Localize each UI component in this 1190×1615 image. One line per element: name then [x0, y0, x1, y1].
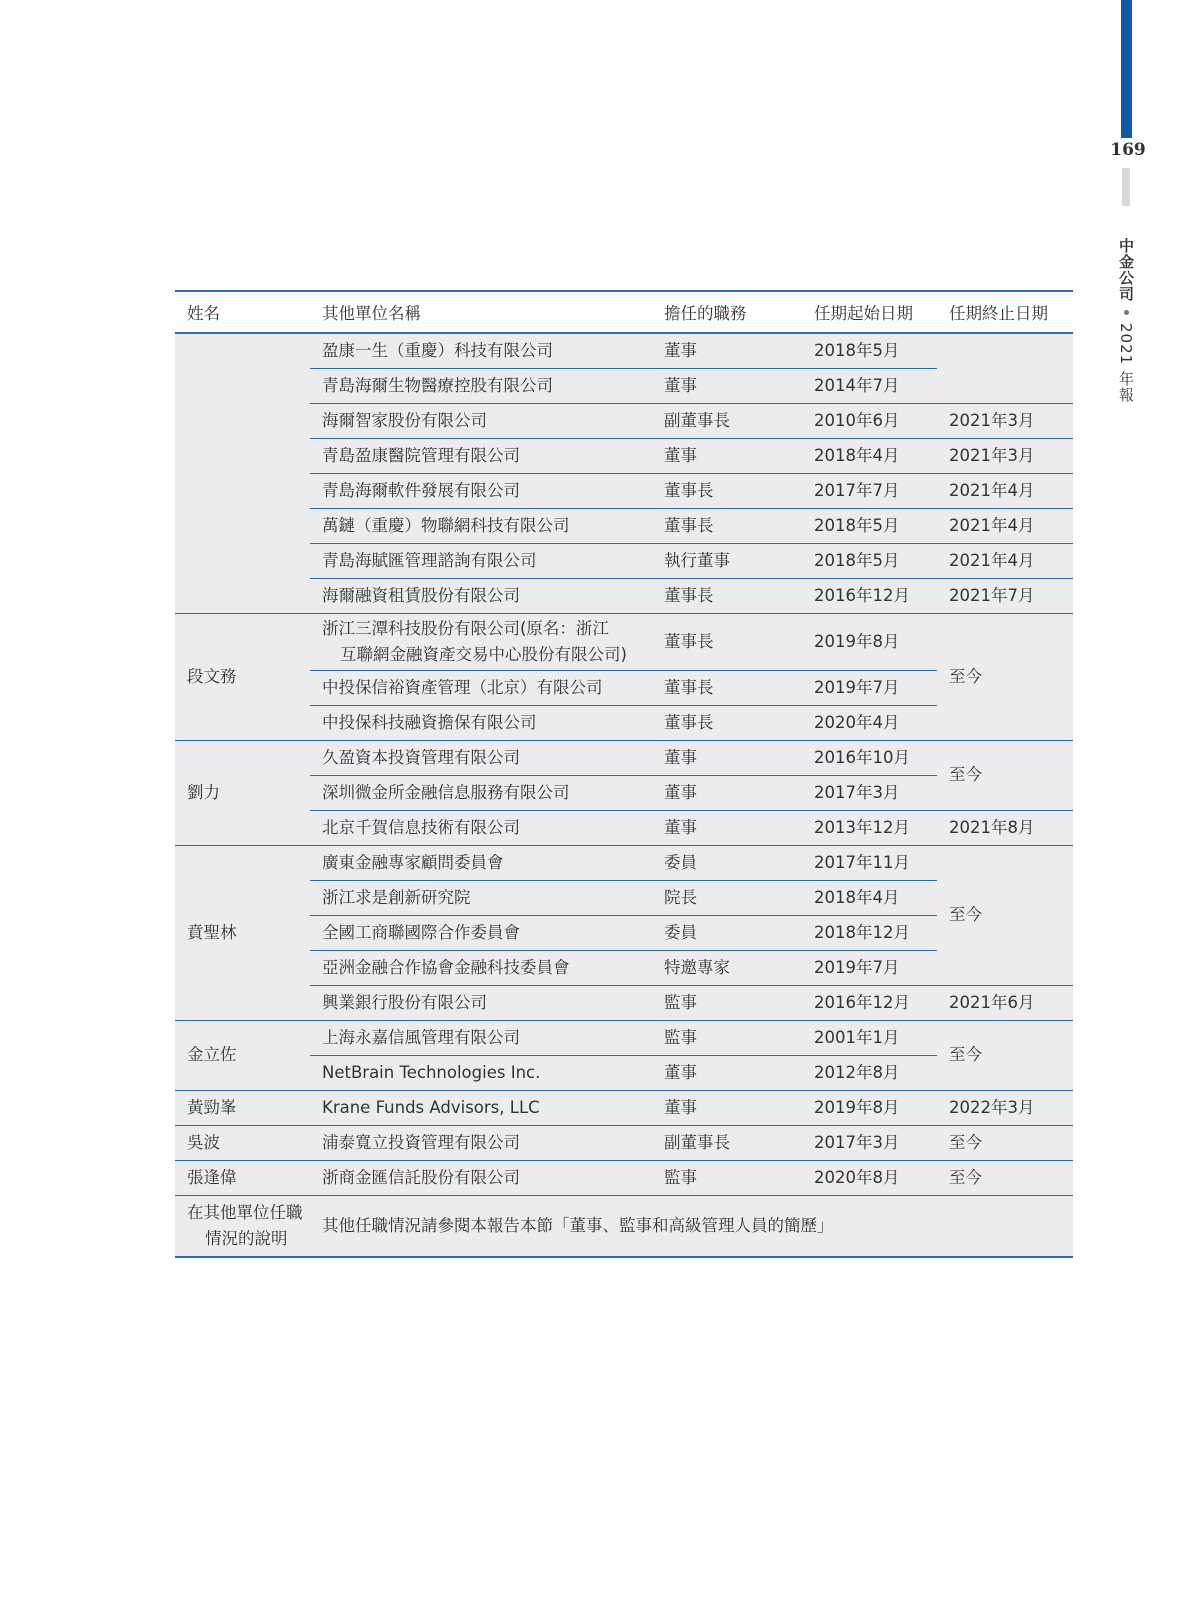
start-cell: 2017年3月 — [802, 776, 937, 811]
start-cell: 2018年4月 — [802, 439, 937, 474]
table-row — [175, 846, 1073, 881]
description-label-line-1: 在其他單位任職 — [187, 1202, 303, 1222]
org-cell: 青島海爾軟件發展有限公司 — [310, 474, 652, 509]
role-cell: 董事 — [652, 439, 802, 474]
org-cell: 北京千賀信息技術有限公司 — [310, 811, 652, 846]
org-cell: 深圳微金所金融信息服務有限公司 — [310, 776, 652, 811]
role-cell: 董事 — [652, 333, 802, 369]
start-cell: 2018年5月 — [802, 333, 937, 369]
bullet-icon — [1124, 310, 1129, 315]
start-cell: 2017年7月 — [802, 474, 937, 509]
col-header-start: 任期起始日期 — [802, 291, 937, 333]
name-cell: 黃勁峯 — [175, 1091, 310, 1126]
col-header-role: 擔任的職務 — [652, 291, 802, 333]
table-row — [175, 544, 1073, 579]
role-cell: 特邀專家 — [652, 951, 802, 986]
running-header — [1116, 238, 1137, 403]
start-cell: 2001年1月 — [802, 1021, 937, 1056]
org-cell: 青島海賦匯管理諮詢有限公司 — [310, 544, 652, 579]
role-cell: 院長 — [652, 881, 802, 916]
end-cell: 至今 — [937, 614, 1073, 741]
role-cell: 董事長 — [652, 706, 802, 741]
org-cell: 全國工商聯國際合作委員會 — [310, 916, 652, 951]
table-row — [175, 404, 1073, 439]
role-cell: 監事 — [652, 1161, 802, 1196]
col-header-end: 任期終止日期 — [937, 291, 1073, 333]
table-row — [175, 579, 1073, 614]
role-cell: 監事 — [652, 1021, 802, 1056]
role-cell: 董事長 — [652, 614, 802, 671]
end-cell: 至今 — [937, 741, 1073, 811]
start-cell: 2016年12月 — [802, 986, 937, 1021]
org-cell: 中投保科技融資擔保有限公司 — [310, 706, 652, 741]
end-cell — [937, 333, 1073, 404]
name-cell: 張逢偉 — [175, 1161, 310, 1196]
role-cell: 董事長 — [652, 509, 802, 544]
table-row — [175, 614, 1073, 671]
description-row — [175, 1196, 1073, 1258]
role-cell: 委員 — [652, 916, 802, 951]
org-cell: 海爾智家股份有限公司 — [310, 404, 652, 439]
name-cell: 吳波 — [175, 1126, 310, 1161]
end-cell: 2021年4月 — [937, 474, 1073, 509]
org-cell: 浦泰寬立投資管理有限公司 — [310, 1126, 652, 1161]
org-cell: 海爾融資租賃股份有限公司 — [310, 579, 652, 614]
start-cell: 2016年10月 — [802, 741, 937, 776]
role-cell: 監事 — [652, 986, 802, 1021]
table-row — [175, 1091, 1073, 1126]
table-row — [175, 741, 1073, 776]
start-cell: 2013年12月 — [802, 811, 937, 846]
end-cell: 2021年7月 — [937, 579, 1073, 614]
table-row — [175, 986, 1073, 1021]
role-cell: 董事 — [652, 1091, 802, 1126]
start-cell: 2012年8月 — [802, 1056, 937, 1091]
table-row — [175, 333, 1073, 369]
org-cell: 青島海爾生物醫療控股有限公司 — [310, 369, 652, 404]
table-row — [175, 1126, 1073, 1161]
table-row — [175, 811, 1073, 846]
table-header-row — [175, 291, 1073, 333]
start-cell: 2019年8月 — [802, 614, 937, 671]
role-cell: 董事 — [652, 776, 802, 811]
org-cell: 浙江求是創新研究院 — [310, 881, 652, 916]
org-cell: NetBrain Technologies Inc. — [310, 1056, 652, 1091]
start-cell: 2018年5月 — [802, 509, 937, 544]
start-cell: 2017年3月 — [802, 1126, 937, 1161]
end-cell: 至今 — [937, 1161, 1073, 1196]
role-cell: 董事 — [652, 1056, 802, 1091]
name-cell: 賁聖林 — [175, 846, 310, 1021]
org-cell: 盈康一生（重慶）科技有限公司 — [310, 333, 652, 369]
name-cell — [175, 333, 310, 614]
start-cell: 2018年12月 — [802, 916, 937, 951]
report-year: 2021 年報 — [1117, 323, 1135, 403]
end-cell: 2021年6月 — [937, 986, 1073, 1021]
role-cell: 副董事長 — [652, 404, 802, 439]
positions-table — [175, 290, 1073, 1258]
org-cell: Krane Funds Advisors, LLC — [310, 1091, 652, 1126]
description-label-line-2: 情況的說明 — [205, 1229, 288, 1248]
description-text: 其他任職情況請參閱本報告本節「董事、監事和高級管理人員的簡歷」 — [310, 1196, 1073, 1258]
org-cell: 久盈資本投資管理有限公司 — [310, 741, 652, 776]
end-cell: 2021年4月 — [937, 509, 1073, 544]
end-cell: 2021年3月 — [937, 439, 1073, 474]
org-cell: 上海永嘉信風管理有限公司 — [310, 1021, 652, 1056]
start-cell: 2017年11月 — [802, 846, 937, 881]
end-cell: 2021年3月 — [937, 404, 1073, 439]
role-cell: 董事長 — [652, 579, 802, 614]
start-cell: 2019年7月 — [802, 671, 937, 706]
side-gray-bar — [1122, 168, 1130, 206]
role-cell: 董事 — [652, 369, 802, 404]
table-row — [175, 509, 1073, 544]
org-cell: 廣東金融專家顧問委員會 — [310, 846, 652, 881]
table-row — [175, 1021, 1073, 1056]
org-cell: 中投保信裕資產管理（北京）有限公司 — [310, 671, 652, 706]
org-line-2: 互聯網金融資產交易中心股份有限公司) — [340, 645, 627, 664]
org-cell: 青島盈康醫院管理有限公司 — [310, 439, 652, 474]
name-cell: 金立佐 — [175, 1021, 310, 1091]
end-cell: 至今 — [937, 846, 1073, 986]
role-cell: 執行董事 — [652, 544, 802, 579]
org-cell — [310, 614, 652, 671]
org-cell: 亞洲金融合作協會金融科技委員會 — [310, 951, 652, 986]
end-cell: 2021年8月 — [937, 811, 1073, 846]
table-row — [175, 439, 1073, 474]
org-cell: 興業銀行股份有限公司 — [310, 986, 652, 1021]
role-cell: 董事 — [652, 741, 802, 776]
role-cell: 董事長 — [652, 671, 802, 706]
start-cell: 2020年4月 — [802, 706, 937, 741]
name-cell: 劉力 — [175, 741, 310, 846]
col-header-org: 其他單位名稱 — [310, 291, 652, 333]
description-label — [175, 1196, 310, 1258]
end-cell: 至今 — [937, 1126, 1073, 1161]
col-header-name: 姓名 — [175, 291, 310, 333]
org-cell: 浙商金匯信託股份有限公司 — [310, 1161, 652, 1196]
start-cell: 2016年12月 — [802, 579, 937, 614]
start-cell: 2014年7月 — [802, 369, 937, 404]
name-cell: 段文務 — [175, 614, 310, 741]
company-name: 中金公司 — [1117, 238, 1135, 302]
role-cell: 董事 — [652, 811, 802, 846]
end-cell: 2021年4月 — [937, 544, 1073, 579]
table-row — [175, 1161, 1073, 1196]
role-cell: 董事長 — [652, 474, 802, 509]
start-cell: 2020年8月 — [802, 1161, 937, 1196]
page-number: 169 — [1110, 140, 1146, 160]
start-cell: 2018年5月 — [802, 544, 937, 579]
org-line-1: 浙江三潭科技股份有限公司(原名：浙江 — [322, 618, 609, 638]
start-cell: 2019年7月 — [802, 951, 937, 986]
start-cell: 2019年8月 — [802, 1091, 937, 1126]
role-cell: 副董事長 — [652, 1126, 802, 1161]
org-cell: 萬鏈（重慶）物聯網科技有限公司 — [310, 509, 652, 544]
start-cell: 2010年6月 — [802, 404, 937, 439]
side-accent-bar — [1121, 0, 1132, 138]
role-cell: 委員 — [652, 846, 802, 881]
end-cell: 至今 — [937, 1021, 1073, 1091]
start-cell: 2018年4月 — [802, 881, 937, 916]
end-cell: 2022年3月 — [937, 1091, 1073, 1126]
table-row — [175, 474, 1073, 509]
